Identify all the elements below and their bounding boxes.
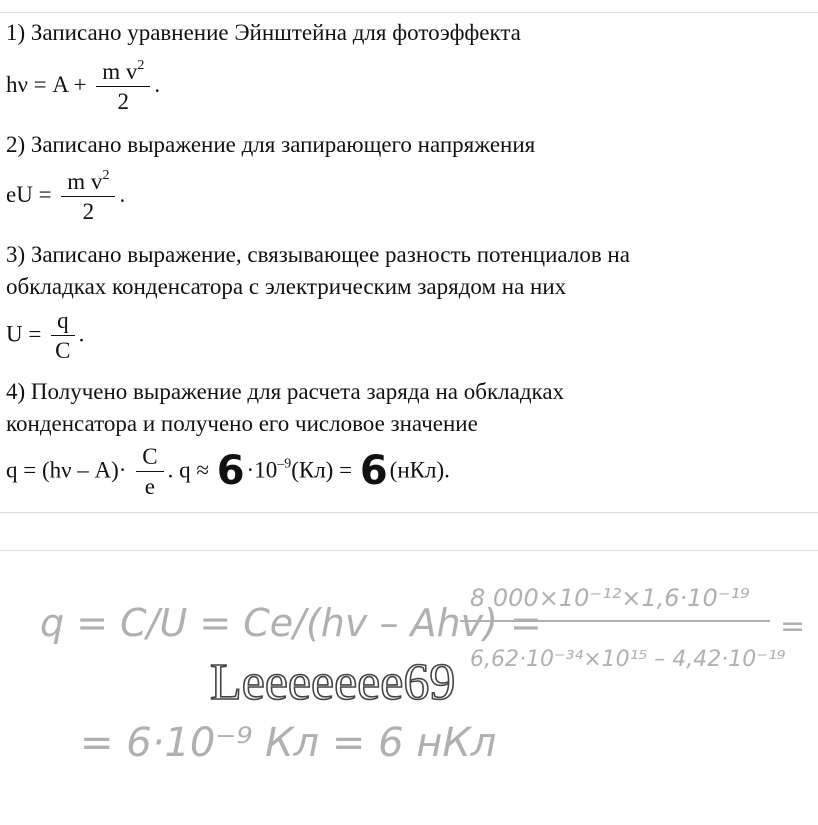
eq2-fraction bbox=[61, 168, 115, 226]
power-of-ten: ·10 bbox=[246, 457, 278, 483]
eq4-denominator: e bbox=[144, 474, 155, 500]
eq1-exponent: 2 bbox=[137, 58, 145, 73]
eq2-lhs: eU = bbox=[6, 182, 58, 208]
top-divider bbox=[0, 12, 818, 13]
eq2-tail: . bbox=[119, 182, 126, 208]
handwritten-solution bbox=[0, 551, 818, 825]
eq2-denominator: 2 bbox=[82, 199, 95, 225]
step-3-line-1: 3) Записано выражение, связывающее разность потенциалов на bbox=[6, 242, 630, 267]
eq3-tail: . bbox=[78, 321, 85, 347]
eq3-numerator: q bbox=[51, 308, 75, 336]
step-1-text: 1) Записано уравнение Эйнштейна для фотоэффекта bbox=[6, 20, 521, 45]
exponent-value: –9 bbox=[277, 456, 292, 472]
eq1-fraction bbox=[96, 58, 150, 116]
eq4-numerator: C bbox=[136, 444, 163, 472]
eq1-tail: . bbox=[154, 72, 161, 98]
equation-capacitor-voltage bbox=[6, 308, 84, 365]
unit-coulomb: (Кл) = bbox=[291, 457, 358, 483]
hw-row1-tail: = bbox=[780, 609, 806, 644]
hw-row1-lhs: q = C/U = Ce/(hv – Ahv) = bbox=[40, 601, 542, 645]
charge-value-coulomb: 6 bbox=[216, 447, 245, 494]
step-3-line-2: обкладках конденсатора с электрическим зарядом на них bbox=[6, 274, 567, 299]
watermark: Leeeeeee69 bbox=[210, 654, 456, 711]
hw-row1-den: 6,62·10⁻³⁴×10¹⁵ – 4,42·10⁻¹⁹ bbox=[470, 647, 786, 672]
charge-value-nanocoulomb: 6 bbox=[359, 447, 388, 494]
equation-stopping-voltage bbox=[6, 168, 125, 226]
eq1-numerator: m v bbox=[102, 59, 138, 84]
eq3-denominator: C bbox=[55, 338, 71, 364]
eq3-fraction bbox=[51, 308, 75, 365]
middle-divider-1 bbox=[0, 512, 818, 513]
step-2-text: 2) Записано выражение для запирающего напряжения bbox=[6, 132, 536, 157]
eq2-exponent: 2 bbox=[102, 168, 110, 183]
step-4-line-1: 4) Получено выражение для расчета заряда на обкладках bbox=[6, 379, 565, 404]
eq3-lhs: U = bbox=[6, 321, 48, 347]
eq1-denominator: 2 bbox=[117, 89, 129, 115]
hw-row2: = 6·10⁻⁹ Кл = 6 нКл bbox=[80, 720, 497, 766]
eq4-lhs: q = (hν – A)· bbox=[6, 457, 133, 483]
eq1-lhs: hν = A + bbox=[6, 72, 93, 98]
hw-row1-num: 8 000×10⁻¹²×1,6·10⁻¹⁹ bbox=[470, 584, 750, 612]
equation-charge bbox=[6, 444, 450, 501]
unit-nanocoulomb: (нКл). bbox=[389, 457, 450, 483]
step-4-line-2: конденсатора и получено его числовое значение bbox=[6, 411, 478, 436]
equation-einstein bbox=[6, 58, 160, 116]
eq2-numerator: m v bbox=[67, 169, 103, 194]
eq4-fraction bbox=[136, 444, 163, 501]
eq4-tail: . q ≈ bbox=[167, 457, 215, 483]
